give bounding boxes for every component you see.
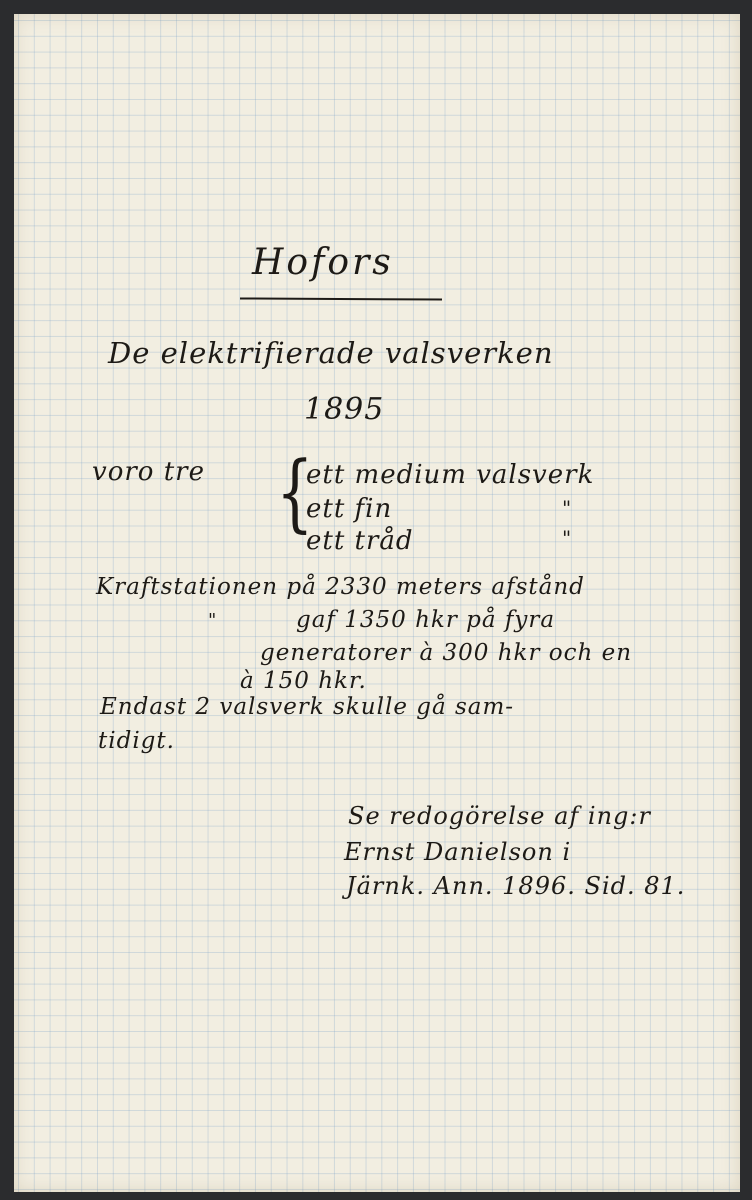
- voro-tre-label: voro tre: [92, 457, 205, 487]
- ditto-mark: ": [208, 610, 218, 631]
- paragraph-line: tidigt.: [98, 728, 175, 754]
- mill-item-trad: ett tråd: [306, 526, 414, 556]
- graph-paper-sheet: [14, 14, 740, 1192]
- mill-item-fin: ett fin: [306, 494, 393, 524]
- mill-item-medium: ett medium valsverk: [306, 460, 595, 490]
- reference-line: Järnk. Ann. 1896. Sid. 81.: [346, 872, 686, 900]
- curly-brace: {: [276, 443, 315, 541]
- paragraph-line: Endast 2 valsverk skulle gå sam-: [100, 694, 515, 720]
- paragraph-line: gaf 1350 hkr på fyra: [296, 607, 556, 633]
- document-subtitle: De elektrifierade valsverken: [108, 336, 554, 370]
- paragraph-line: Kraftstationen på 2330 meters afstånd: [96, 574, 585, 600]
- reference-line: Ernst Danielson i: [344, 838, 572, 866]
- paragraph-line: generatorer à 300 hkr och en: [260, 640, 633, 666]
- ditto-mark: ": [562, 526, 573, 550]
- document-year: 1895: [304, 392, 385, 427]
- title-underline: [240, 297, 442, 300]
- reference-line: Se redogörelse af ing:r: [348, 802, 651, 830]
- document-title: Hofors: [252, 242, 394, 283]
- ditto-mark: ": [562, 496, 573, 520]
- paragraph-line: à 150 hkr.: [240, 668, 367, 694]
